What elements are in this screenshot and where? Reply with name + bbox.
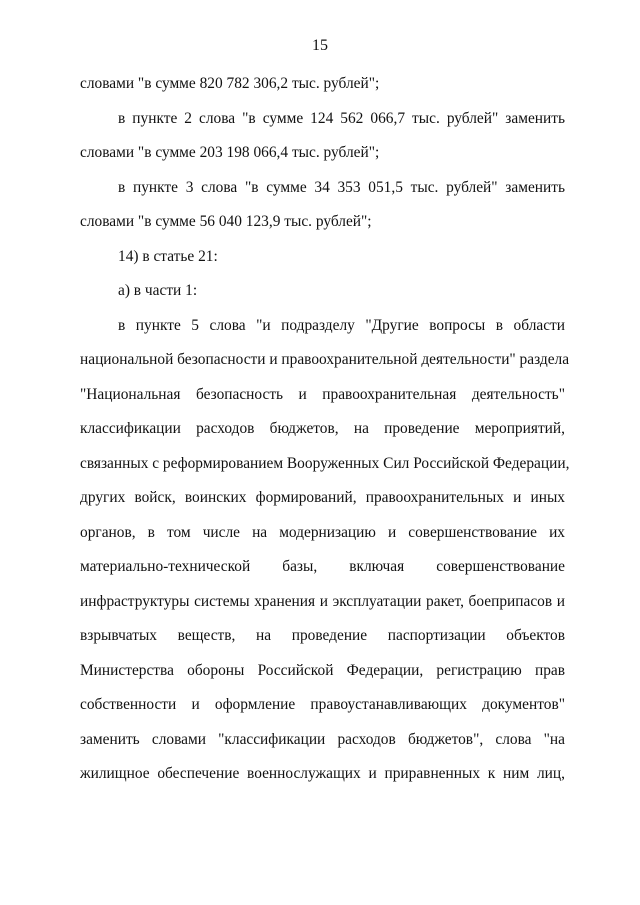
text-line: словами "в сумме 820 782 306,2 тыс. рублей"; — [80, 75, 380, 92]
text-line: словами "в сумме 203 198 066,4 тыс. рублей"; — [80, 144, 380, 161]
text-line: Министерства обороны Российской Федерации, регистрацию прав — [80, 661, 565, 679]
text-line: жилищное обеспечение военнослужащих и приравненных к ним лиц, — [80, 765, 565, 782]
text-line: связанных с реформированием Вооруженных Сил Российской Федерации, — [80, 454, 570, 472]
text-line: взрывчатых веществ, на проведение паспортизации объектов — [80, 627, 565, 644]
text-line: в пункте 5 слова "и подразделу "Другие вопросы в области — [118, 316, 565, 334]
text-line: инфраструктуры системы хранения и эксплуатации ракет, боеприпасов и — [80, 592, 565, 610]
text-line: заменить словами "классификации расходов бюджетов", слова "на — [80, 730, 565, 748]
page-number: 15 — [312, 37, 328, 54]
text-line: в пункте 2 слова "в сумме 124 562 066,7 тыс. рублей" заменить — [118, 109, 565, 127]
text-line: в пункте 3 слова "в сумме 34 353 051,5 тыс. рублей" заменить — [118, 178, 565, 196]
text-line: материально-технической базы, включая совершенствование — [80, 558, 565, 575]
document-body — [80, 72, 570, 797]
text-line: 14) в статье 21: — [118, 247, 218, 265]
text-line: "Национальная безопасность и правоохранительная деятельность" — [80, 385, 565, 403]
text-line: других войск, воинских формирований, правоохранительных и иных — [80, 489, 565, 506]
text-line: собственности и оформление правоустанавливающих документов" — [80, 696, 565, 713]
text-line: органов, в том числе на модернизацию и совершенствование их — [80, 523, 565, 541]
text-line: национальной безопасности и правоохранительной деятельности" раздела — [80, 351, 570, 368]
text-line: классификации расходов бюджетов, на проведение мероприятий, — [80, 420, 565, 437]
text-line: а) в части 1: — [118, 282, 198, 299]
text-line: словами "в сумме 56 040 123,9 тыс. рублей"; — [80, 213, 372, 230]
